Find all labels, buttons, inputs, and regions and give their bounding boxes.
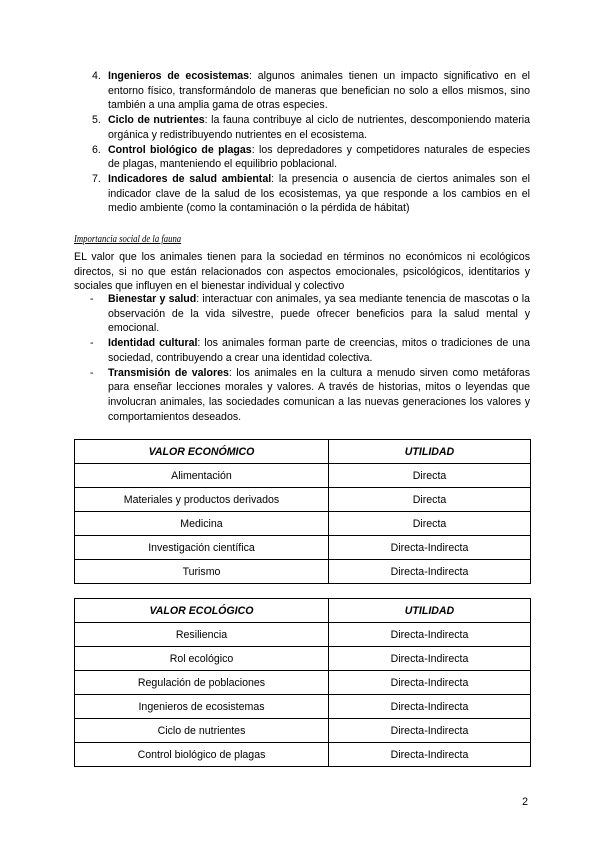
table-cell: Directa — [329, 488, 531, 512]
bullet-item — [74, 336, 530, 365]
bullet-dash: - — [90, 366, 94, 379]
bullet-term: Bienestar y salud — [108, 293, 197, 305]
bullet-term: Identidad cultural — [108, 337, 198, 350]
list-text: : algunos animales tienen un impacto significativo en el entorno físico, transformándolo de maneras que benefician no solo a ellos mismos, sino también a una amplia gama de otras especies. — [108, 70, 530, 112]
table-cell: Ciclo de nutrientes — [75, 719, 329, 743]
table-cell: Ingenieros de ecosistemas — [75, 695, 329, 719]
table-row — [75, 647, 531, 671]
table-cell: Materiales y productos derivados — [75, 488, 329, 512]
table-cell: Directa-Indirecta — [329, 536, 531, 560]
bullet-item — [74, 292, 530, 336]
table-cell: Directa-Indirecta — [329, 560, 531, 584]
page-number: 2 — [522, 796, 528, 808]
intro-paragraph: EL valor que los animales tienen para la sociedad en términos no económicos ni ecológicos directos, si no que están relacionados con aspectos emocionales, psicológicos, identitarios y sociales que influyen en el bienestar individual y colectivo — [74, 251, 530, 293]
list-text: : la presencia o ausencia de ciertos animales son el indicador clave de la salud de los ecosistemas, ya que responde a los cambios en el medio ambiente (como la contaminación o la pérdida de hábitat) — [108, 172, 530, 215]
section-heading: Importancia social de la fauna — [74, 234, 182, 245]
ecological-functions-list — [74, 69, 530, 216]
list-item — [74, 69, 530, 113]
list-number: 7. — [92, 172, 101, 185]
table-cell: Regulación de poblaciones — [75, 671, 329, 695]
table-cell: Resiliencia — [75, 623, 329, 647]
bullet-text: : interactuar con animales, ya sea mediante tenencia de mascotas o la observación de la vida silvestre, puede ofrecer beneficios para la salud mental y emocional. — [108, 293, 530, 335]
header-cell: VALOR ECONÓMICO — [75, 440, 329, 464]
table-row — [75, 671, 531, 695]
table-cell: Directa-Indirecta — [329, 671, 531, 695]
table-cell: Directa — [329, 464, 531, 488]
bullet-term: Transmisión de valores — [108, 366, 229, 379]
table-cell: Directa-Indirecta — [329, 695, 531, 719]
header-cell: VALOR ECOLÓGICO — [75, 599, 329, 623]
list-term: Indicadores de salud ambiental — [108, 172, 272, 185]
list-number: 5. — [92, 114, 101, 127]
table-cell: Control biológico de plagas — [75, 743, 329, 767]
bullet-dash: - — [90, 293, 94, 305]
table-row — [75, 560, 531, 584]
table-header-row — [75, 440, 531, 464]
table-row — [75, 536, 531, 560]
table-cell: Medicina — [75, 512, 329, 536]
list-text: : la fauna contribuye al ciclo de nutrientes, descomponiendo materia orgánica y redistribuyendo nutrientes en el ecosistema. — [108, 114, 530, 141]
table-row — [75, 623, 531, 647]
table-row — [75, 512, 531, 536]
header-cell: UTILIDAD — [329, 440, 531, 464]
table-cell: Directa-Indirecta — [329, 623, 531, 647]
table-cell: Investigación científica — [75, 536, 329, 560]
list-term: Control biológico de plagas — [108, 143, 252, 156]
header-cell: UTILIDAD — [329, 599, 531, 623]
economic-value-table — [74, 439, 531, 584]
list-item — [74, 113, 530, 142]
bullet-item — [74, 366, 530, 425]
list-term: Ingenieros de ecosistemas — [108, 70, 250, 82]
table-header-row — [75, 599, 531, 623]
ecological-value-table — [74, 598, 531, 767]
table-cell: Rol ecológico — [75, 647, 329, 671]
table-cell: Directa-Indirecta — [329, 719, 531, 743]
table-row — [75, 488, 531, 512]
table-row — [75, 719, 531, 743]
table-cell: Alimentación — [75, 464, 329, 488]
table-row — [75, 464, 531, 488]
table-cell: Directa — [329, 512, 531, 536]
list-item — [74, 172, 530, 216]
list-term: Ciclo de nutrientes — [108, 114, 205, 127]
table-row — [75, 695, 531, 719]
table-cell: Turismo — [75, 560, 329, 584]
list-item — [74, 143, 530, 172]
list-number: 6. — [92, 143, 101, 156]
bullet-text: : los animales en la cultura a menudo sirven como metáforas para enseñar lecciones morales y valores. A través de historias, mitos o leyendas que involucran animales, las sociedades comunican a las nuevas generaciones los valores y comportamientos deseados. — [108, 366, 530, 423]
list-number: 4. — [92, 70, 101, 82]
social-importance-list — [74, 292, 530, 424]
table-cell: Directa-Indirecta — [329, 647, 531, 671]
table-row — [75, 743, 531, 767]
list-text: : los depredadores y competidores naturales de especies de plagas, manteniendo el equilibrio poblacional. — [108, 143, 530, 171]
bullet-text: : los animales forman parte de creencias, mitos o tradiciones de una sociedad, contribuyendo a crear una identidad colectiva. — [108, 337, 530, 364]
bullet-dash: - — [90, 337, 94, 350]
table-cell: Directa-Indirecta — [329, 743, 531, 767]
